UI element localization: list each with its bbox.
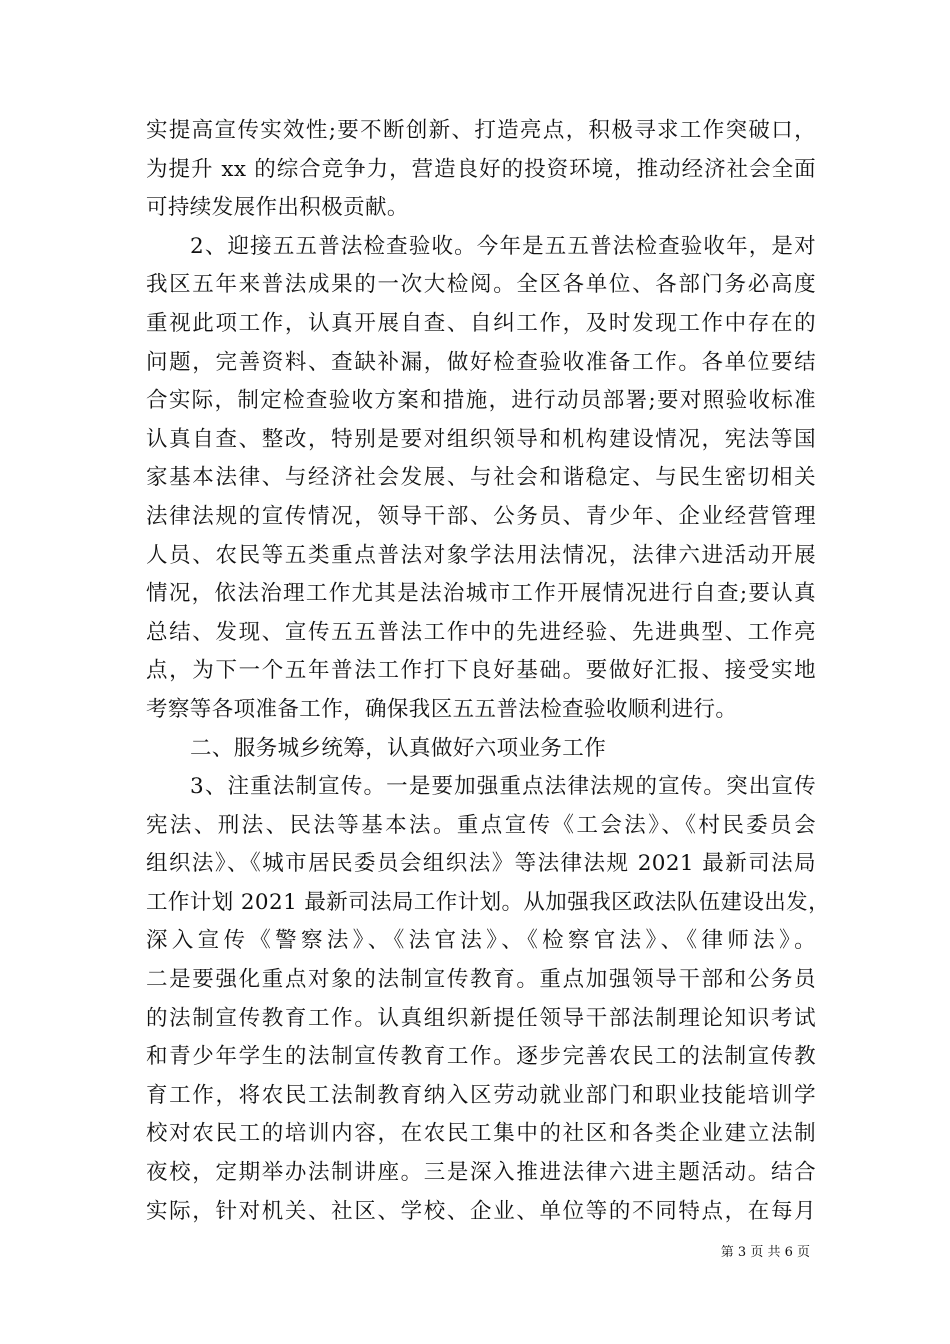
text-line: 宪法、刑法、民法等基本法。重点宣传《工会法》、《村民委员会	[146, 812, 816, 838]
paragraph-start-line: 2、迎接五五普法检查验收。今年是五五普法检查验收年，是对	[190, 233, 816, 259]
text-line: 为提升 xx 的综合竞争力，营造良好的投资环境，推动经济社会全面	[146, 156, 816, 182]
text-line: 法律法规的宣传情况，领导干部、公务员、青少年、企业经营管理	[146, 503, 816, 529]
text-line: 考察等各项准备工作，确保我区五五普法检查验收顺利进行。	[146, 696, 738, 722]
document-body	[146, 112, 830, 1231]
text-line: 实提高宣传实效性;要不断创新、打造亮点，积极寻求工作突破口，	[146, 118, 816, 143]
text-line: 组织法》、《城市居民委员会组织法》等法律法规 2021 最新司法局	[146, 851, 816, 877]
text-line: 认真自查、整改，特别是要对组织领导和机构建设情况，宪法等国	[146, 426, 816, 452]
text-line: 夜校，定期举办法制讲座。三是深入推进法律六进主题活动。结合	[146, 1160, 816, 1186]
text-line: 情况，依法治理工作尤其是法治城市工作开展情况进行自查;要认真	[146, 581, 816, 607]
text-line: 校对农民工的培训内容，在农民工集中的社区和各类企业建立法制	[146, 1121, 816, 1147]
text-line: 实际，针对机关、社区、学校、企业、单位等的不同特点，在每月	[146, 1198, 816, 1224]
paragraph-start-line: 3、注重法制宣传。一是要加强重点法律法规的宣传。突出宣传	[190, 774, 816, 800]
text-line: 深入宣传《警察法》、《法官法》、《检察官法》、《律师法》。	[146, 928, 816, 954]
text-line: 总结、发现、宣传五五普法工作中的先进经验、先进典型、工作亮	[146, 619, 816, 645]
text-line: 和青少年学生的法制宣传教育工作。逐步完善农民工的法制宣传教	[146, 1044, 816, 1070]
page-number: 第 3 页 共 6 页	[720, 1245, 810, 1260]
section-heading: 二、服务城乡统筹，认真做好六项业务工作	[190, 735, 607, 761]
text-line: 家基本法律、与经济社会发展、与社会和谐稳定、与民生密切相关	[146, 465, 816, 491]
text-line: 二是要强化重点对象的法制宣传教育。重点加强领导干部和公务员	[146, 967, 816, 993]
text-line: 工作计划 2021 最新司法局工作计划。从加强我区政法队伍建设出发，	[146, 889, 830, 915]
text-line: 重视此项工作，认真开展自查、自纠工作，及时发现工作中存在的	[146, 310, 816, 336]
text-line: 的法制宣传教育工作。认真组织新提任领导干部法制理论知识考试	[146, 1005, 816, 1031]
text-line: 点，为下一个五年普法工作打下良好基础。要做好汇报、接受实地	[146, 658, 816, 684]
text-line: 问题，完善资料、查缺补漏，做好检查验收准备工作。各单位要结	[146, 349, 816, 375]
text-line: 育工作，将农民工法制教育纳入区劳动就业部门和职业技能培训学	[146, 1082, 816, 1108]
text-line: 我区五年来普法成果的一次大检阅。全区各单位、各部门务必高度	[146, 272, 816, 298]
text-line: 可持续发展作出积极贡献。	[146, 195, 409, 221]
text-line: 人员、农民等五类重点普法对象学法用法情况，法律六进活动开展	[146, 542, 816, 568]
text-line: 合实际，制定检查验收方案和措施，进行动员部署;要对照验收标准	[146, 388, 816, 414]
